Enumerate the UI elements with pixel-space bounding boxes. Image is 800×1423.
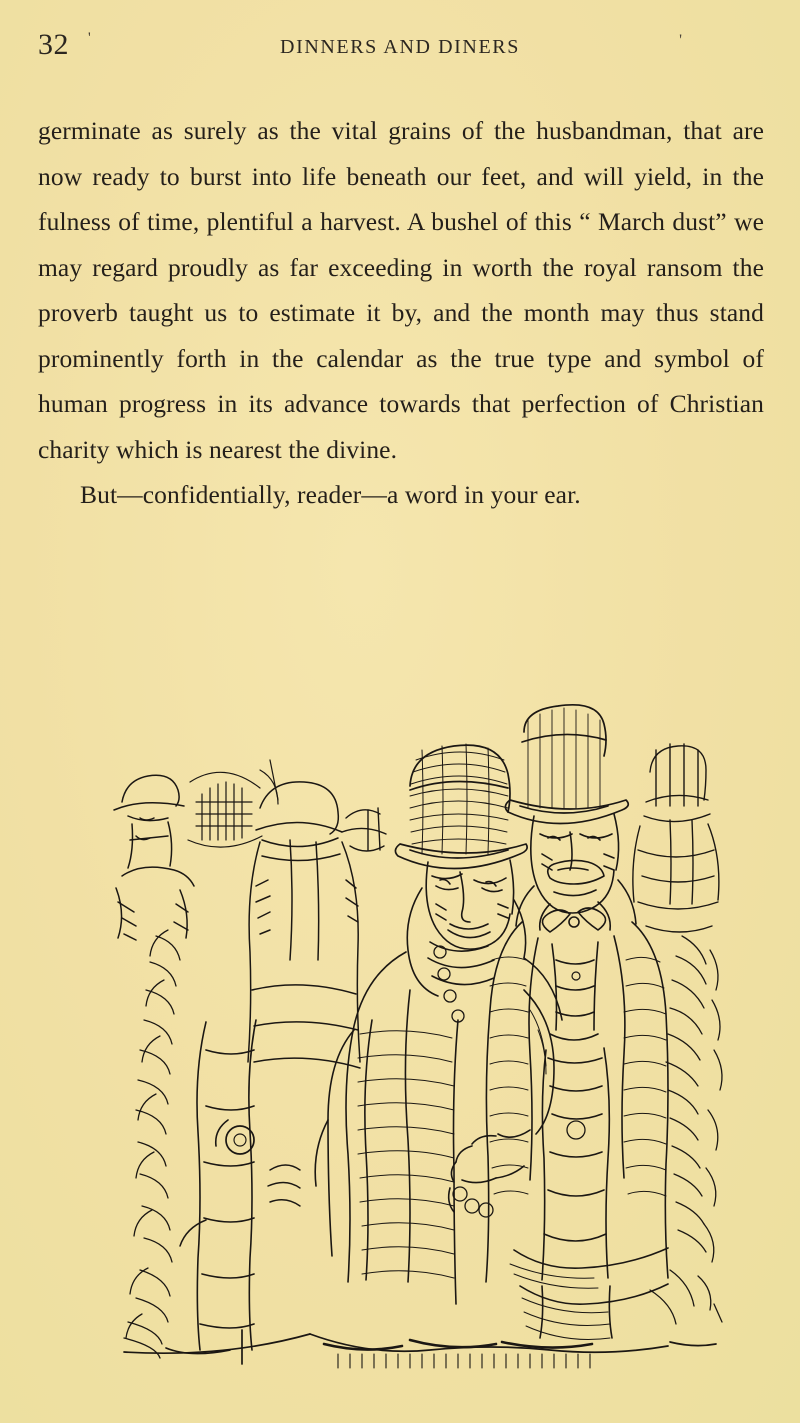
- running-head: [0, 28, 800, 68]
- body-text: [38, 108, 764, 518]
- left-man-arm: [449, 990, 554, 1217]
- background-scribbles-left: [124, 930, 180, 1358]
- background-figure-left: [114, 775, 194, 940]
- background-figure-back-turned: [248, 782, 360, 1068]
- left-man-coat: [315, 952, 562, 1304]
- background-scribbles-right: [650, 936, 722, 1324]
- two-men-conversing-engraving: [110, 690, 730, 1370]
- margin-mark: ': [679, 32, 682, 49]
- right-man-coat-tails: [510, 1248, 668, 1340]
- background-figures-right: [633, 744, 719, 932]
- hand-detail-left: [180, 1165, 300, 1246]
- ground-and-lower-crowd: [124, 1330, 716, 1368]
- right-man-top-hat: [505, 705, 628, 824]
- page-number: 32: [38, 28, 69, 61]
- right-man-face: [531, 814, 619, 913]
- left-man-face: [426, 860, 513, 949]
- left-man-top-hat: [395, 744, 527, 869]
- paragraph-1: germinate as surely as the vital grains of the husbandman, that are now ready to burst into life beneath our feet, and will yield, in the fulness of time, plentiful a harvest. A bushel of this “ March dust” we may regard proudly as far exceeding in worth the royal ransom the proverb taught us to estimate it by, and the month may thus stand prominently forth in the calendar as the true type and symbol of human progress in its advance towards that perfection of Christian charity which is nearest the divine.: [38, 116, 764, 464]
- engraving-artwork: [110, 690, 730, 1370]
- page-title: DINNERS AND DINERS: [280, 36, 520, 58]
- folio-mark: ': [88, 30, 91, 46]
- background-hat-left: [342, 808, 386, 851]
- left-background-figure-lower: [197, 1020, 256, 1350]
- background-hatch-upper-left: [188, 760, 278, 847]
- paragraph-2: But—confidentially, reader—a word in your ear.: [80, 480, 581, 509]
- right-man-coat: [486, 922, 668, 1282]
